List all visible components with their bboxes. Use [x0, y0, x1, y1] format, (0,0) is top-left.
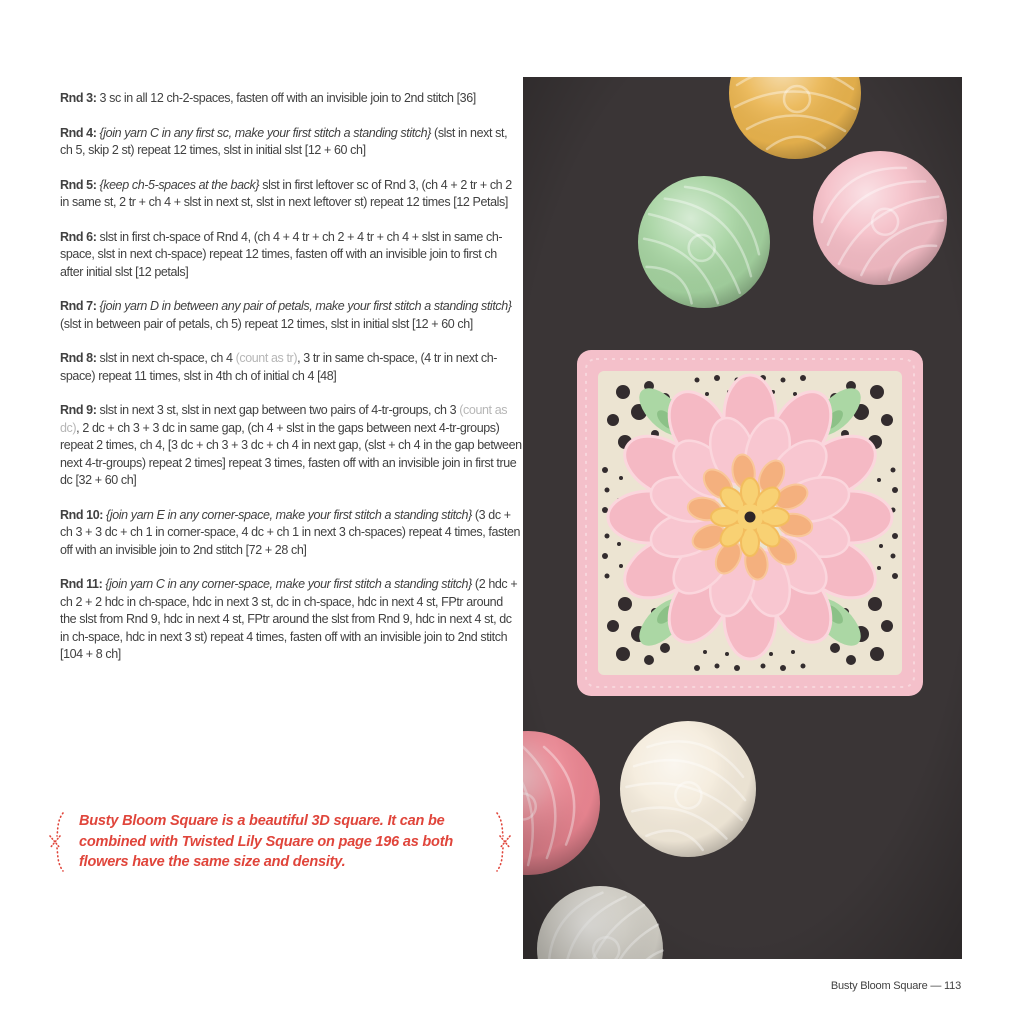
round-instruction: [60, 125, 522, 160]
stitch-brace-left-icon: [44, 810, 70, 874]
round-label: Rnd 8:: [60, 351, 97, 365]
round-instruction: [60, 576, 522, 664]
round-text: 3 sc in all 12 ch-2-spaces, fasten off with an invisible join to 2nd stitch [36]: [99, 91, 476, 105]
round-text: slst in next 3 st, slst in next gap between two pairs of 4-tr-groups, ch 3 (count as dc), 2 dc + ch 3 + 3 dc in same gap, (ch 4 + slst in the gaps between next 4-tr-groups) repeat 2 times, ch 4, [3 dc + ch 3 + 3 dc + ch 4 in next gap, (slst + ch 4 in the gap between next 4-tr-groups) repeat 2 times] repeat 3 times, fasten off with an invisible join in first true dc [32 + 60 ch]: [60, 403, 522, 487]
round-label: Rnd 4:: [60, 125, 97, 140]
round-instruction: [60, 90, 522, 108]
tip-callout: [44, 810, 516, 874]
photo-vignette: [523, 77, 962, 959]
round-instruction: [60, 507, 522, 560]
tip-text: Busty Bloom Square is a beautiful 3D square. It can be combined with Twisted Lily Square on page 196 as both flowers have the same size and density.: [79, 813, 453, 871]
round-text: {join yarn C in any first sc, make your first stitch a standing stitch} (slst in next st, ch 5, skip 2 st) repeat 12 times, slst in initial slst [12 + 60 ch]: [60, 125, 508, 157]
round-label: Rnd 11:: [60, 577, 103, 591]
round-label: Rnd 6:: [60, 229, 97, 244]
round-label: Rnd 9:: [60, 403, 97, 417]
round-instruction: [60, 350, 522, 385]
round-label: Rnd 10:: [60, 507, 104, 522]
round-label: Rnd 3:: [60, 91, 97, 105]
round-text: {join yarn C in any corner-space, make your first stitch a standing stitch} (2 hdc + ch 2 + 2 hdc in ch-space, hdc in next 3 st, dc in ch-space, hdc in next 4 st, FPtr around the slst from Rnd 9, hdc in next 4 st, FPtr around the slst from Rnd 9, hdc in next 4 st, dc in ch-space, hdc in next 3 st) repeat 4 times, fasten off with an invisible join to 2nd stitch [104 + 8 ch]: [60, 577, 518, 661]
stitch-brace-right-icon: [490, 810, 516, 874]
round-instruction: [60, 177, 522, 212]
round-label: Rnd 5:: [60, 177, 97, 192]
round-text: {keep ch-5-spaces at the back} slst in first leftover sc of Rnd 3, (ch 4 + 2 tr + ch 2 in same st, 2 tr + ch 4 + slst in next st, slst in next leftover st) repeat 12 times [12 Petals]: [60, 177, 512, 209]
round-text: {join yarn E in any corner-space, make your first stitch a standing stitch} (3 dc + ch 3 + 3 dc + ch 1 in corner-space, 4 dc + ch 1 in next 3 ch-spaces) repeat 4 times, fasten off with an invisible join to 2nd stitch [72 + 28 ch]: [60, 507, 521, 557]
page-footer: Busty Bloom Square — 113: [830, 980, 961, 992]
round-text: slst in first ch-space of Rnd 4, (ch 4 + 4 tr + ch 2 + 4 tr + ch 4 + slst in same ch-space, slst in next ch-space) repeat 12 times, fasten off with an invisible join to first ch after initial slst [12 petals]: [60, 229, 503, 279]
round-text: {join yarn D in between any pair of petals, make your first stitch a standing stitch} (slst in between pair of petals, ch 5) repeat 12 times, slst in initial slst [12 + 60 ch]: [60, 299, 512, 331]
round-text: slst in next ch-space, ch 4 (count as tr), 3 tr in same ch-space, (4 tr in next ch-space) repeat 11 times, slst in 4th ch of initial ch 4 [48]: [60, 351, 498, 383]
round-label: Rnd 7:: [60, 299, 97, 313]
yarn-photo: [523, 77, 962, 959]
instructions: [60, 90, 522, 681]
round-instruction: [60, 229, 522, 282]
round-instruction: [60, 402, 522, 490]
round-instruction: [60, 298, 522, 333]
